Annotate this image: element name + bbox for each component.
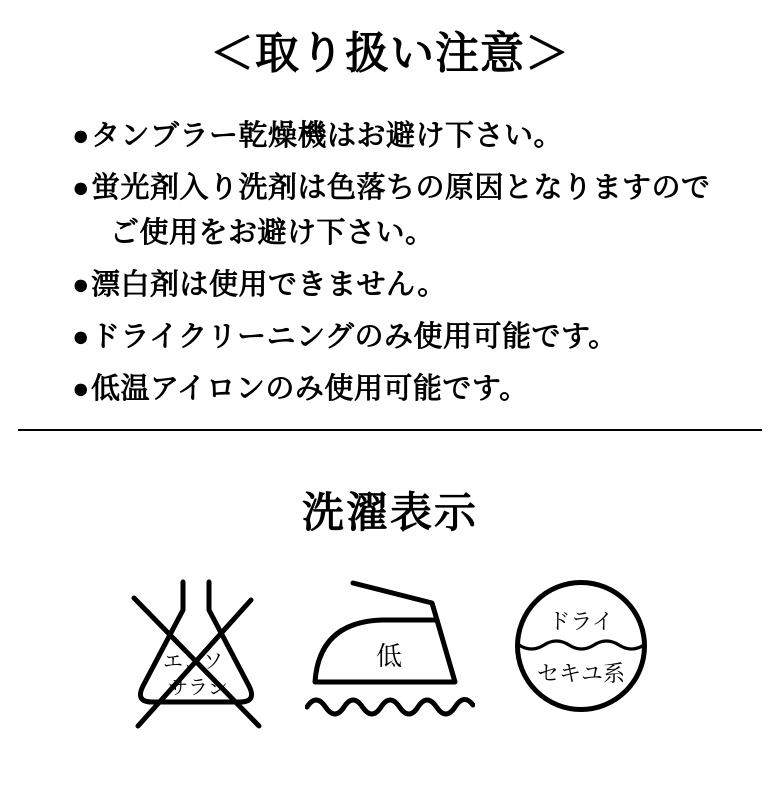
notice-list (72, 121, 780, 405)
notice-item-bleach (72, 270, 780, 301)
notice-line: 低温アイロンのみ使用可能です。 (91, 373, 529, 405)
bullet-icon: ● (72, 120, 91, 152)
notice-text (91, 173, 711, 249)
care-symbols-row (0, 576, 780, 734)
notice-line: 漂白剤は使用できません。 (91, 269, 447, 301)
notice-item-iron (72, 374, 780, 405)
dry-clean-petroleum-icon (511, 576, 651, 716)
notice-text (91, 374, 529, 405)
low-temp-iron-icon (305, 576, 475, 721)
solvent-wave (519, 641, 644, 649)
notice-text (91, 270, 447, 301)
circle-shape (518, 583, 645, 710)
notice-item-dry-cleaning (72, 322, 780, 353)
page-title: ＜取り扱い注意＞ (210, 29, 570, 78)
iron-temp-label: 低 (375, 641, 403, 671)
notice-item-fluorescent-detergent (72, 173, 780, 249)
laundry-symbols-heading: 洗濯表示 (301, 489, 478, 536)
notice-line: 蛍光剤入り洗剤は色落ちの原因となりますので (91, 172, 711, 204)
no-chlorine-bleach-icon (129, 576, 269, 734)
no-chlorine-bleach-svg (129, 576, 269, 734)
bleach-label-bottom: サラシ (168, 677, 228, 699)
dry-clean-label: ドライ (548, 609, 614, 634)
bleach-label-top: エンソ (163, 651, 223, 673)
care-instructions-page (0, 30, 780, 810)
steam-wave (307, 699, 473, 714)
bullet-icon: ● (72, 373, 91, 405)
notice-line: ドライクリーニングのみ使用可能です。 (91, 321, 618, 353)
bullet-icon: ● (72, 321, 91, 353)
section-divider (18, 429, 762, 431)
bullet-icon: ● (72, 172, 91, 204)
notice-text (91, 322, 618, 353)
notice-text (91, 121, 563, 152)
notice-line: タンブラー乾燥機はお避け下さい。 (91, 120, 564, 152)
bullet-icon: ● (72, 269, 91, 301)
notice-line-continued: ご使用をお避け下さい。 (110, 217, 435, 249)
solvent-type-label: セキユ系 (536, 661, 626, 686)
dry-clean-petroleum-svg (511, 576, 651, 716)
low-temp-iron-svg (305, 576, 475, 721)
iron-handle (353, 583, 437, 620)
notice-item-tumble-dry (72, 121, 780, 152)
